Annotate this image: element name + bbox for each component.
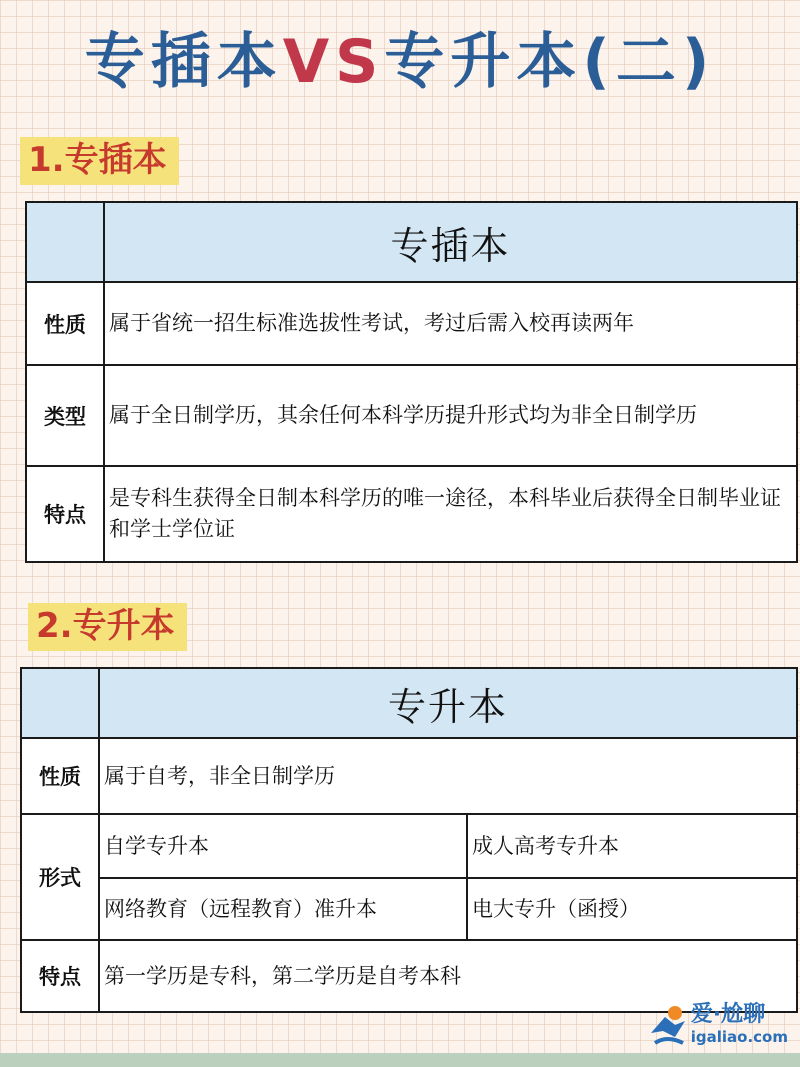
table-header-row bbox=[26, 202, 797, 282]
header-corner bbox=[21, 668, 99, 738]
table-row bbox=[21, 878, 797, 940]
table-row bbox=[21, 738, 797, 814]
form-item: 电大专升（函授） bbox=[467, 878, 797, 940]
mascot-logo-icon bbox=[645, 1003, 691, 1049]
title-vs: VS bbox=[282, 27, 385, 97]
row-header: 形式 bbox=[21, 814, 99, 940]
row-header: 特点 bbox=[26, 466, 104, 562]
table-row bbox=[21, 814, 797, 878]
table-row bbox=[21, 940, 797, 1012]
table-title: 专插本 bbox=[104, 202, 797, 282]
title-part1: 专插本 bbox=[84, 27, 283, 97]
section-label-1: 1.专插本 bbox=[20, 137, 179, 185]
row-content: 属于自考，非全日制学历 bbox=[99, 738, 797, 814]
table-title: 专升本 bbox=[99, 668, 797, 738]
row-content: 属于省统一招生标准选拔性考试，考过后需入校再读两年 bbox=[104, 282, 797, 365]
watermark-name: 爱·尬聊 bbox=[690, 1002, 766, 1027]
comparison-table-1 bbox=[25, 201, 798, 563]
watermark bbox=[645, 1003, 788, 1049]
row-header: 类型 bbox=[26, 365, 104, 466]
table-row bbox=[26, 466, 797, 562]
title-part2: 专升本(二) bbox=[384, 27, 716, 97]
page-title bbox=[0, 22, 800, 102]
bottom-strip bbox=[0, 1053, 800, 1067]
row-header: 性质 bbox=[21, 738, 99, 814]
watermark-url: igaliao.com bbox=[690, 1028, 788, 1046]
table-header-row bbox=[21, 668, 797, 738]
row-content: 属于全日制学历，其余任何本科学历提升形式均为非全日制学历 bbox=[104, 365, 797, 466]
header-corner bbox=[26, 202, 104, 282]
row-content: 第一学历是专科，第二学历是自考本科 bbox=[99, 940, 797, 1012]
table-row bbox=[26, 282, 797, 365]
form-item: 网络教育（远程教育）准升本 bbox=[99, 878, 467, 940]
row-header: 性质 bbox=[26, 282, 104, 365]
section-label-2: 2.专升本 bbox=[28, 603, 187, 651]
table-row bbox=[26, 365, 797, 466]
row-content: 是专科生获得全日制本科学历的唯一途径，本科毕业后获得全日制毕业证和学士学位证 bbox=[104, 466, 797, 562]
comparison-table-2 bbox=[20, 667, 798, 1013]
row-header: 特点 bbox=[21, 940, 99, 1012]
form-item: 成人高考专升本 bbox=[467, 814, 797, 878]
form-item: 自学专升本 bbox=[99, 814, 467, 878]
